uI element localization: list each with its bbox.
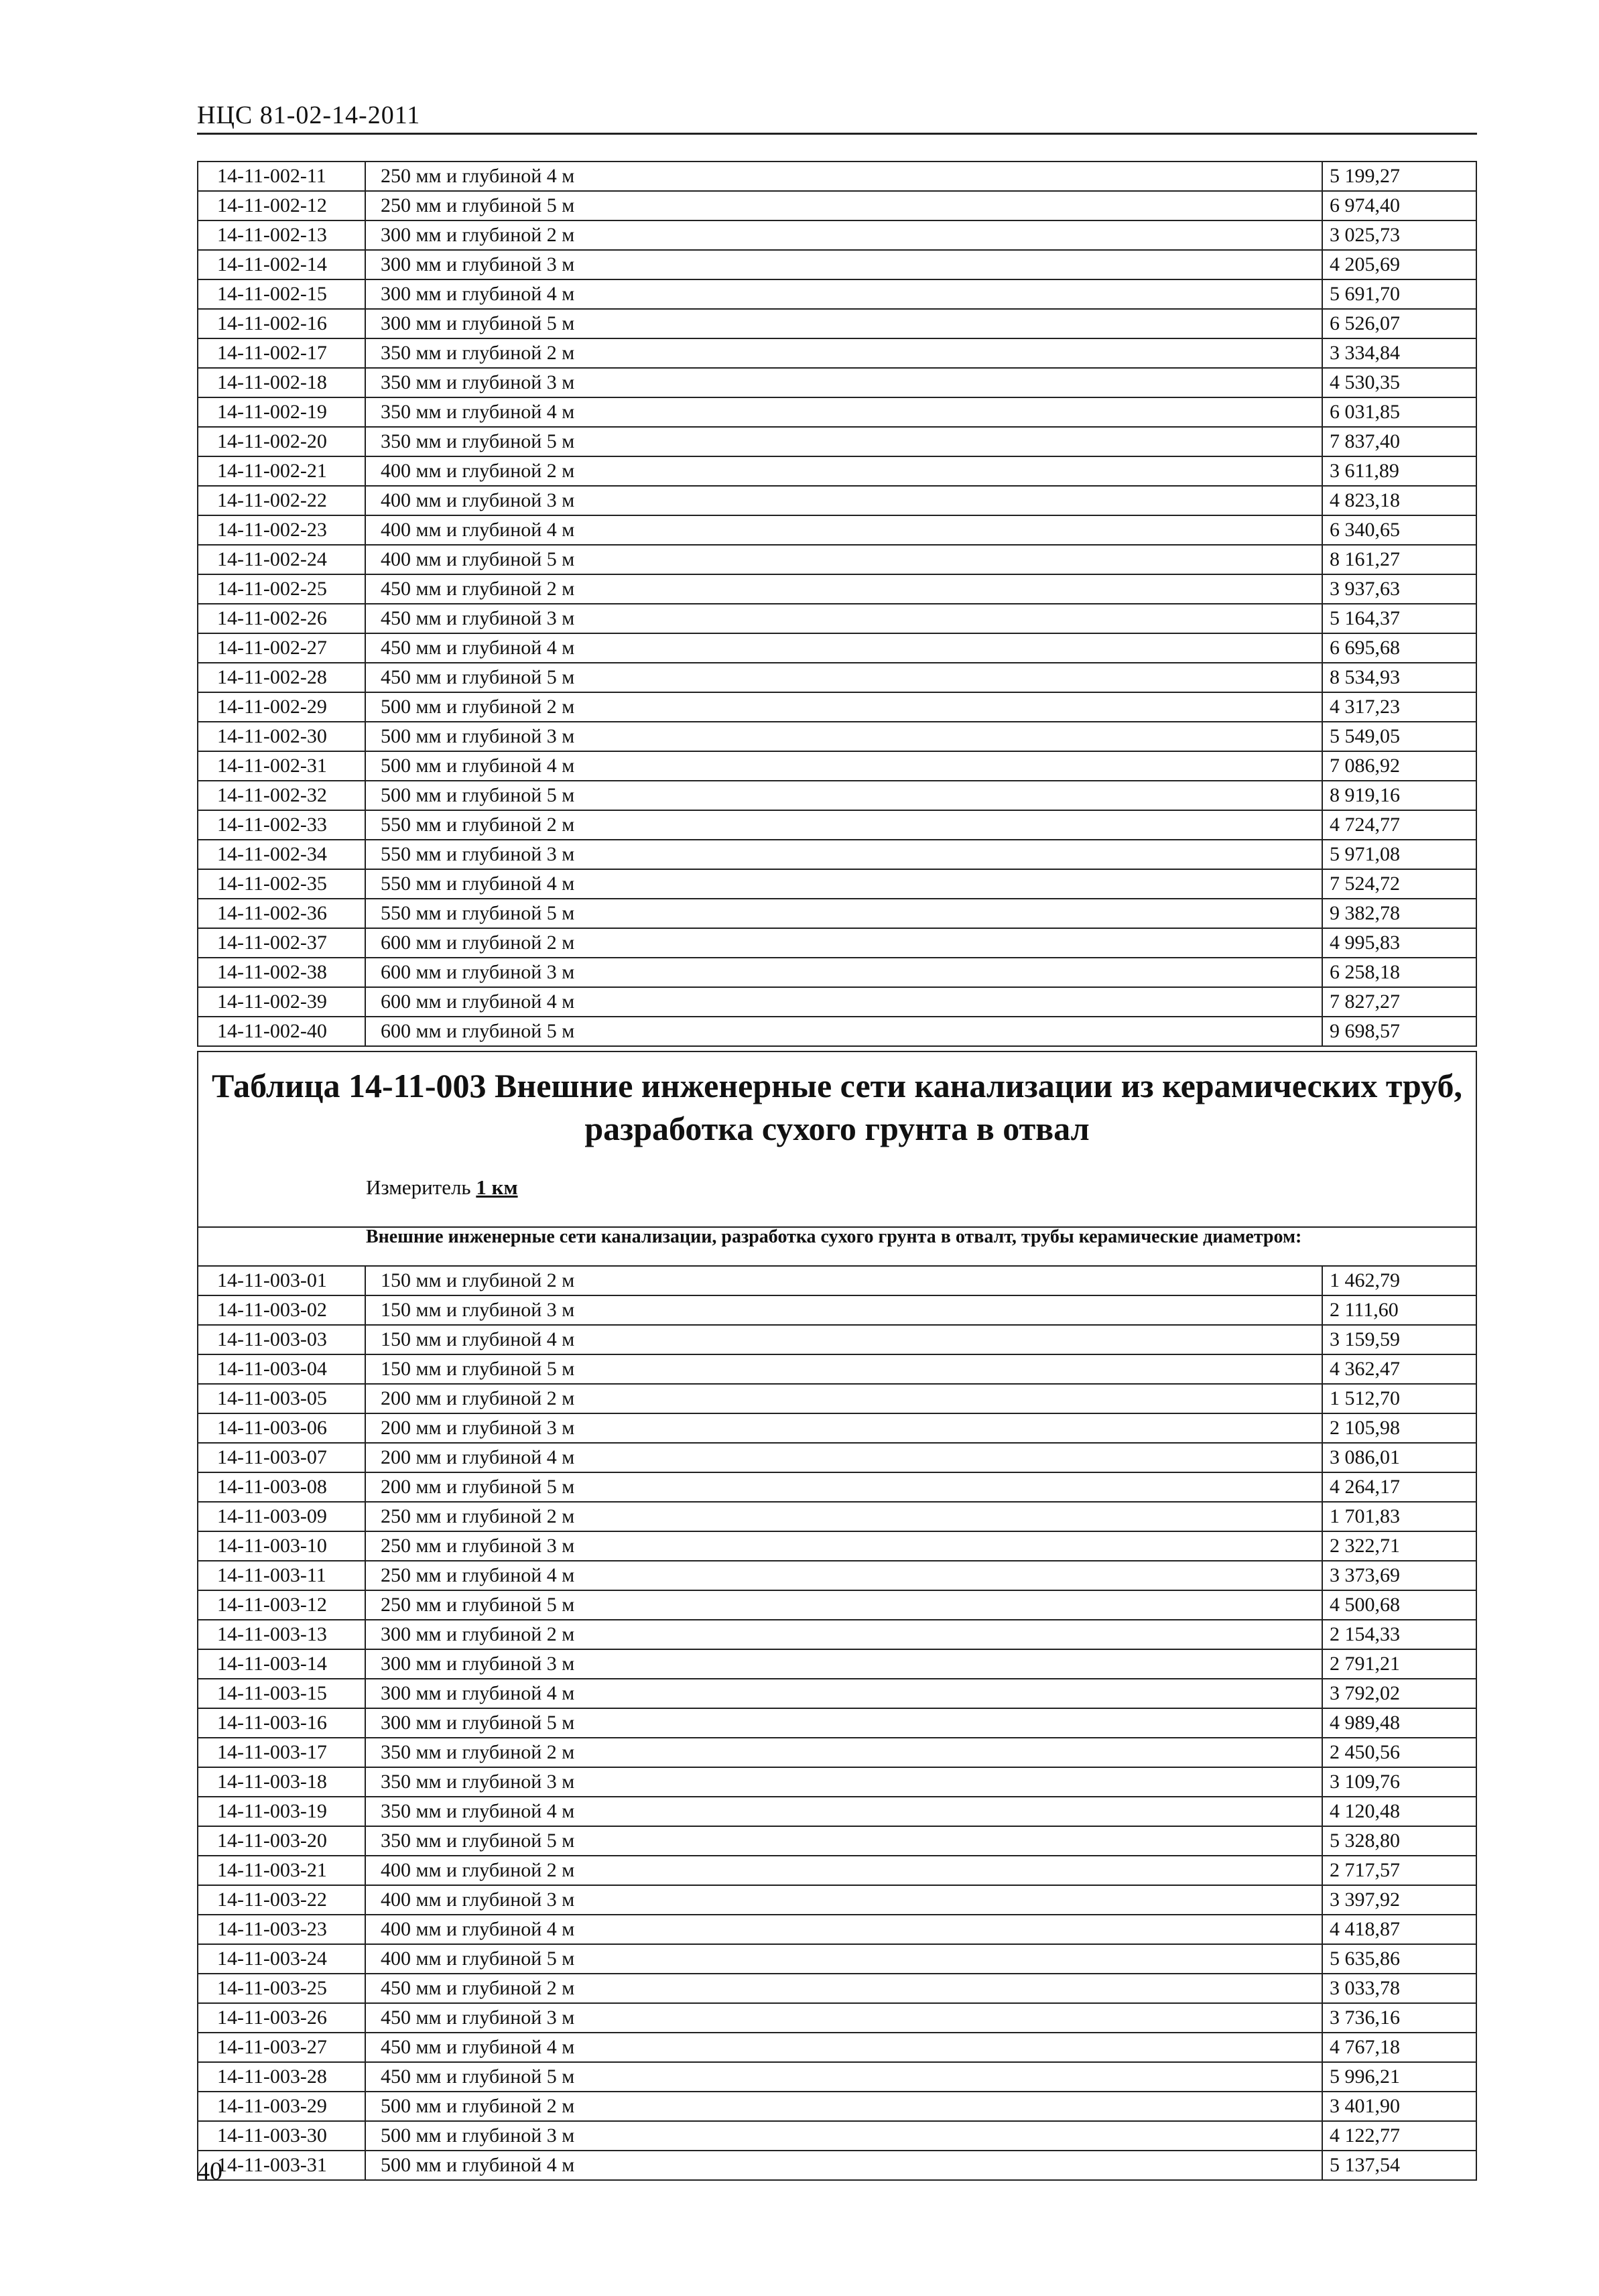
description-cell: 450 мм и глубиной 3 м xyxy=(365,604,1322,633)
price-cell: 6 031,85 xyxy=(1322,397,1476,427)
code-cell: 14-11-002-19 xyxy=(198,397,365,427)
description-cell: 150 мм и глубиной 5 м xyxy=(365,1354,1322,1384)
code-cell: 14-11-002-14 xyxy=(198,250,365,279)
table-row xyxy=(198,1708,1476,1738)
code-cell: 14-11-002-38 xyxy=(198,958,365,987)
table-row xyxy=(198,1266,1476,1295)
code-cell: 14-11-003-18 xyxy=(198,1767,365,1797)
table-row xyxy=(198,1974,1476,2003)
table-row xyxy=(198,692,1476,722)
code-cell: 14-11-003-06 xyxy=(198,1413,365,1443)
price-cell: 7 086,92 xyxy=(1322,751,1476,781)
description-cell: 300 мм и глубиной 2 м xyxy=(365,1620,1322,1649)
group-heading-text: Внешние инженерные сети канализации, разработка сухого грунта в отвалт, трубы керамические диаметром: xyxy=(366,1226,1302,1247)
price-cell: 3 159,59 xyxy=(1322,1325,1476,1354)
description-cell: 500 мм и глубиной 3 м xyxy=(365,2121,1322,2151)
price-cell: 4 120,48 xyxy=(1322,1797,1476,1826)
description-cell: 350 мм и глубиной 3 м xyxy=(365,1767,1322,1797)
table-row xyxy=(198,1856,1476,1885)
description-cell: 550 мм и глубиной 4 м xyxy=(365,869,1322,899)
description-cell: 350 мм и глубиной 5 м xyxy=(365,1826,1322,1856)
description-cell: 500 мм и глубиной 3 м xyxy=(365,722,1322,751)
price-cell: 3 397,92 xyxy=(1322,1885,1476,1915)
code-cell: 14-11-003-12 xyxy=(198,1590,365,1620)
code-cell: 14-11-002-12 xyxy=(198,191,365,220)
description-cell: 300 мм и глубиной 4 м xyxy=(365,279,1322,309)
description-cell: 200 мм и глубиной 4 м xyxy=(365,1443,1322,1472)
table-row xyxy=(198,574,1476,604)
code-cell: 14-11-003-03 xyxy=(198,1325,365,1354)
description-cell: 350 мм и глубиной 4 м xyxy=(365,397,1322,427)
table-row xyxy=(198,1649,1476,1679)
table-row xyxy=(198,1620,1476,1649)
price-cell: 2 111,60 xyxy=(1322,1295,1476,1325)
table-row xyxy=(198,2003,1476,2033)
price-cell: 5 549,05 xyxy=(1322,722,1476,751)
price-cell: 1 701,83 xyxy=(1322,1502,1476,1531)
price-table-14-11-003 xyxy=(197,1265,1477,2181)
table-row xyxy=(198,663,1476,692)
table-row xyxy=(198,869,1476,899)
code-cell: 14-11-003-30 xyxy=(198,2121,365,2151)
code-cell: 14-11-002-34 xyxy=(198,840,365,869)
description-cell: 300 мм и глубиной 4 м xyxy=(365,1679,1322,1708)
price-cell: 6 695,68 xyxy=(1322,633,1476,663)
price-cell: 1 512,70 xyxy=(1322,1384,1476,1413)
table-row xyxy=(198,781,1476,810)
price-cell: 4 767,18 xyxy=(1322,2033,1476,2062)
table-row xyxy=(198,1738,1476,1767)
price-cell: 4 317,23 xyxy=(1322,692,1476,722)
price-cell: 4 122,77 xyxy=(1322,2121,1476,2151)
price-cell: 4 530,35 xyxy=(1322,368,1476,397)
table-row xyxy=(198,958,1476,987)
price-cell: 7 827,27 xyxy=(1322,987,1476,1017)
table-row xyxy=(198,1017,1476,1046)
table-row xyxy=(198,899,1476,928)
price-cell: 2 717,57 xyxy=(1322,1856,1476,1885)
code-cell: 14-11-003-31 xyxy=(198,2151,365,2180)
code-cell: 14-11-003-25 xyxy=(198,1974,365,2003)
description-cell: 200 мм и глубиной 5 м xyxy=(365,1472,1322,1502)
description-cell: 550 мм и глубиной 3 м xyxy=(365,840,1322,869)
code-cell: 14-11-002-23 xyxy=(198,515,365,545)
table-row xyxy=(198,928,1476,958)
price-cell: 2 450,56 xyxy=(1322,1738,1476,1767)
description-cell: 250 мм и глубиной 5 м xyxy=(365,1590,1322,1620)
table-row xyxy=(198,250,1476,279)
code-cell: 14-11-002-21 xyxy=(198,456,365,486)
description-cell: 450 мм и глубиной 3 м xyxy=(365,2003,1322,2033)
description-cell: 350 мм и глубиной 2 м xyxy=(365,338,1322,368)
price-cell: 3 334,84 xyxy=(1322,338,1476,368)
price-cell: 3 373,69 xyxy=(1322,1561,1476,1590)
code-cell: 14-11-003-24 xyxy=(198,1944,365,1974)
description-cell: 400 мм и глубиной 2 м xyxy=(365,456,1322,486)
description-cell: 500 мм и глубиной 4 м xyxy=(365,2151,1322,2180)
price-cell: 5 137,54 xyxy=(1322,2151,1476,2180)
table-row xyxy=(198,279,1476,309)
price-cell: 2 791,21 xyxy=(1322,1649,1476,1679)
description-cell: 500 мм и глубиной 2 м xyxy=(365,692,1322,722)
code-cell: 14-11-003-01 xyxy=(198,1266,365,1295)
price-cell: 5 691,70 xyxy=(1322,279,1476,309)
description-cell: 400 мм и глубиной 5 м xyxy=(365,545,1322,574)
table-row xyxy=(198,456,1476,486)
price-cell: 4 724,77 xyxy=(1322,810,1476,840)
code-cell: 14-11-003-13 xyxy=(198,1620,365,1649)
page-number: 40 xyxy=(197,2157,222,2185)
table-row xyxy=(198,162,1476,191)
description-cell: 450 мм и глубиной 5 м xyxy=(365,663,1322,692)
table-title: Таблица 14-11-003 Внешние инженерные сети канализации из керамических труб, разработка сухого грунта в отвал xyxy=(211,1067,1463,1147)
table-row xyxy=(198,1590,1476,1620)
price-cell: 6 258,18 xyxy=(1322,958,1476,987)
description-cell: 600 мм и глубиной 2 м xyxy=(365,928,1322,958)
table-row xyxy=(198,1502,1476,1531)
code-cell: 14-11-002-16 xyxy=(198,309,365,338)
table-row xyxy=(198,515,1476,545)
table-row xyxy=(198,220,1476,250)
price-cell: 2 105,98 xyxy=(1322,1413,1476,1443)
code-cell: 14-11-003-19 xyxy=(198,1797,365,1826)
price-cell: 9 382,78 xyxy=(1322,899,1476,928)
price-cell: 6 974,40 xyxy=(1322,191,1476,220)
price-cell: 9 698,57 xyxy=(1322,1017,1476,1046)
description-cell: 500 мм и глубиной 4 м xyxy=(365,751,1322,781)
price-cell: 3 611,89 xyxy=(1322,456,1476,486)
description-cell: 550 мм и глубиной 2 м xyxy=(365,810,1322,840)
code-cell: 14-11-002-20 xyxy=(198,427,365,456)
description-cell: 300 мм и глубиной 5 м xyxy=(365,309,1322,338)
description-cell: 400 мм и глубиной 3 м xyxy=(365,1885,1322,1915)
table-row xyxy=(198,2151,1476,2180)
table-row xyxy=(198,1944,1476,1974)
description-cell: 300 мм и глубиной 5 м xyxy=(365,1708,1322,1738)
code-cell: 14-11-003-04 xyxy=(198,1354,365,1384)
table-row xyxy=(198,1354,1476,1384)
description-cell: 200 мм и глубиной 2 м xyxy=(365,1384,1322,1413)
price-cell: 1 462,79 xyxy=(1322,1266,1476,1295)
code-cell: 14-11-002-11 xyxy=(198,162,365,191)
code-cell: 14-11-002-15 xyxy=(198,279,365,309)
table-row xyxy=(198,486,1476,515)
code-cell: 14-11-003-17 xyxy=(198,1738,365,1767)
table-row xyxy=(198,2121,1476,2151)
table-row xyxy=(198,604,1476,633)
description-cell: 300 мм и глубиной 3 м xyxy=(365,250,1322,279)
price-cell: 7 524,72 xyxy=(1322,869,1476,899)
code-cell: 14-11-003-27 xyxy=(198,2033,365,2062)
price-cell: 8 534,93 xyxy=(1322,663,1476,692)
price-cell: 4 418,87 xyxy=(1322,1915,1476,1944)
code-cell: 14-11-002-22 xyxy=(198,486,365,515)
code-cell: 14-11-003-29 xyxy=(198,2092,365,2121)
table-row xyxy=(198,1561,1476,1590)
description-cell: 400 мм и глубиной 2 м xyxy=(365,1856,1322,1885)
measure-unit: 1 км xyxy=(476,1175,518,1199)
table-row xyxy=(198,191,1476,220)
table-row xyxy=(198,810,1476,840)
description-cell: 200 мм и глубиной 3 м xyxy=(365,1413,1322,1443)
price-cell: 5 635,86 xyxy=(1322,1944,1476,1974)
price-cell: 5 164,37 xyxy=(1322,604,1476,633)
price-cell: 7 837,40 xyxy=(1322,427,1476,456)
code-cell: 14-11-003-28 xyxy=(198,2062,365,2092)
table-row xyxy=(198,633,1476,663)
price-cell: 3 792,02 xyxy=(1322,1679,1476,1708)
price-cell: 4 989,48 xyxy=(1322,1708,1476,1738)
table-row xyxy=(198,1384,1476,1413)
code-cell: 14-11-003-09 xyxy=(198,1502,365,1531)
table-row xyxy=(198,1915,1476,1944)
description-cell: 150 мм и глубиной 3 м xyxy=(365,1295,1322,1325)
code-cell: 14-11-002-18 xyxy=(198,368,365,397)
code-cell: 14-11-002-35 xyxy=(198,869,365,899)
price-cell: 8 919,16 xyxy=(1322,781,1476,810)
measure-line xyxy=(366,1175,518,1200)
code-cell: 14-11-003-05 xyxy=(198,1384,365,1413)
code-cell: 14-11-002-37 xyxy=(198,928,365,958)
description-cell: 250 мм и глубиной 2 м xyxy=(365,1502,1322,1531)
code-cell: 14-11-002-28 xyxy=(198,663,365,692)
description-cell: 150 мм и глубиной 2 м xyxy=(365,1266,1322,1295)
description-cell: 600 мм и глубиной 3 м xyxy=(365,958,1322,987)
code-cell: 14-11-002-33 xyxy=(198,810,365,840)
group-heading-row xyxy=(197,1224,1477,1267)
table-row xyxy=(198,751,1476,781)
description-cell: 250 мм и глубиной 5 м xyxy=(365,191,1322,220)
table-row xyxy=(198,840,1476,869)
description-cell: 250 мм и глубиной 4 м xyxy=(365,162,1322,191)
description-cell: 600 мм и глубиной 5 м xyxy=(365,1017,1322,1046)
price-cell: 4 264,17 xyxy=(1322,1472,1476,1502)
description-cell: 400 мм и глубиной 5 м xyxy=(365,1944,1322,1974)
code-cell: 14-11-002-26 xyxy=(198,604,365,633)
code-cell: 14-11-003-16 xyxy=(198,1708,365,1738)
description-cell: 250 мм и глубиной 3 м xyxy=(365,1531,1322,1561)
description-cell: 550 мм и глубиной 5 м xyxy=(365,899,1322,928)
table-row xyxy=(198,338,1476,368)
price-cell: 4 205,69 xyxy=(1322,250,1476,279)
code-cell: 14-11-002-30 xyxy=(198,722,365,751)
price-cell: 2 322,71 xyxy=(1322,1531,1476,1561)
description-cell: 400 мм и глубиной 4 м xyxy=(365,1915,1322,1944)
table-row xyxy=(198,1885,1476,1915)
table-row xyxy=(198,1826,1476,1856)
code-cell: 14-11-003-15 xyxy=(198,1679,365,1708)
description-cell: 300 мм и глубиной 2 м xyxy=(365,220,1322,250)
table-row xyxy=(198,1472,1476,1502)
description-cell: 450 мм и глубиной 4 м xyxy=(365,633,1322,663)
code-cell: 14-11-003-02 xyxy=(198,1295,365,1325)
price-cell: 3 086,01 xyxy=(1322,1443,1476,1472)
code-cell: 14-11-002-25 xyxy=(198,574,365,604)
code-cell: 14-11-002-39 xyxy=(198,987,365,1017)
description-cell: 500 мм и глубиной 2 м xyxy=(365,2092,1322,2121)
table-row xyxy=(198,2092,1476,2121)
table-row xyxy=(198,1797,1476,1826)
code-cell: 14-11-003-14 xyxy=(198,1649,365,1679)
price-cell: 4 500,68 xyxy=(1322,1590,1476,1620)
code-cell: 14-11-003-08 xyxy=(198,1472,365,1502)
table-row xyxy=(198,1295,1476,1325)
description-cell: 450 мм и глубиной 4 м xyxy=(365,2033,1322,2062)
code-cell: 14-11-003-23 xyxy=(198,1915,365,1944)
code-cell: 14-11-003-26 xyxy=(198,2003,365,2033)
price-cell: 5 971,08 xyxy=(1322,840,1476,869)
table-row xyxy=(198,1679,1476,1708)
table-row xyxy=(198,1325,1476,1354)
description-cell: 600 мм и глубиной 4 м xyxy=(365,987,1322,1017)
price-cell: 5 996,21 xyxy=(1322,2062,1476,2092)
code-cell: 14-11-003-22 xyxy=(198,1885,365,1915)
price-cell: 4 823,18 xyxy=(1322,486,1476,515)
table-row xyxy=(198,2033,1476,2062)
price-cell: 5 199,27 xyxy=(1322,162,1476,191)
table-row xyxy=(198,309,1476,338)
table-row xyxy=(198,1531,1476,1561)
code-cell: 14-11-002-31 xyxy=(198,751,365,781)
description-cell: 250 мм и глубиной 4 м xyxy=(365,1561,1322,1590)
code-cell: 14-11-003-11 xyxy=(198,1561,365,1590)
code-cell: 14-11-002-17 xyxy=(198,338,365,368)
price-cell: 3 109,76 xyxy=(1322,1767,1476,1797)
price-cell: 4 995,83 xyxy=(1322,928,1476,958)
code-cell: 14-11-003-21 xyxy=(198,1856,365,1885)
description-cell: 150 мм и глубиной 4 м xyxy=(365,1325,1322,1354)
table-row xyxy=(198,1413,1476,1443)
table-row xyxy=(198,1767,1476,1797)
code-cell: 14-11-003-10 xyxy=(198,1531,365,1561)
price-cell: 5 328,80 xyxy=(1322,1826,1476,1856)
price-cell: 8 161,27 xyxy=(1322,545,1476,574)
price-cell: 6 340,65 xyxy=(1322,515,1476,545)
description-cell: 350 мм и глубиной 3 м xyxy=(365,368,1322,397)
code-cell: 14-11-002-13 xyxy=(198,220,365,250)
table-row xyxy=(198,545,1476,574)
price-cell: 3 033,78 xyxy=(1322,1974,1476,2003)
code-cell: 14-11-002-36 xyxy=(198,899,365,928)
price-table-14-11-002 xyxy=(197,161,1477,1047)
table-row xyxy=(198,987,1476,1017)
price-cell: 4 362,47 xyxy=(1322,1354,1476,1384)
table-row xyxy=(198,368,1476,397)
code-cell: 14-11-002-29 xyxy=(198,692,365,722)
description-cell: 400 мм и глубиной 3 м xyxy=(365,486,1322,515)
table-heading-block xyxy=(197,1051,1477,1228)
description-cell: 450 мм и глубиной 2 м xyxy=(365,574,1322,604)
price-cell: 6 526,07 xyxy=(1322,309,1476,338)
table-row xyxy=(198,1443,1476,1472)
code-cell: 14-11-002-40 xyxy=(198,1017,365,1046)
description-cell: 400 мм и глубиной 4 м xyxy=(365,515,1322,545)
table-row xyxy=(198,722,1476,751)
code-cell: 14-11-002-32 xyxy=(198,781,365,810)
description-cell: 450 мм и глубиной 2 м xyxy=(365,1974,1322,2003)
table-row xyxy=(198,427,1476,456)
code-cell: 14-11-002-24 xyxy=(198,545,365,574)
description-cell: 450 мм и глубиной 5 м xyxy=(365,2062,1322,2092)
code-cell: 14-11-002-27 xyxy=(198,633,365,663)
measure-label: Измеритель xyxy=(366,1175,471,1199)
description-cell: 500 мм и глубиной 5 м xyxy=(365,781,1322,810)
table-row xyxy=(198,2062,1476,2092)
code-cell: 14-11-003-07 xyxy=(198,1443,365,1472)
description-cell: 300 мм и глубиной 3 м xyxy=(365,1649,1322,1679)
price-cell: 3 937,63 xyxy=(1322,574,1476,604)
description-cell: 350 мм и глубиной 5 м xyxy=(365,427,1322,456)
price-cell: 3 401,90 xyxy=(1322,2092,1476,2121)
price-cell: 2 154,33 xyxy=(1322,1620,1476,1649)
code-cell: 14-11-003-20 xyxy=(198,1826,365,1856)
description-cell: 350 мм и глубиной 4 м xyxy=(365,1797,1322,1826)
price-cell: 3 736,16 xyxy=(1322,2003,1476,2033)
document-code-header: НЦС 81-02-14-2011 xyxy=(197,101,1477,135)
table-row xyxy=(198,397,1476,427)
price-cell: 3 025,73 xyxy=(1322,220,1476,250)
description-cell: 350 мм и глубиной 2 м xyxy=(365,1738,1322,1767)
